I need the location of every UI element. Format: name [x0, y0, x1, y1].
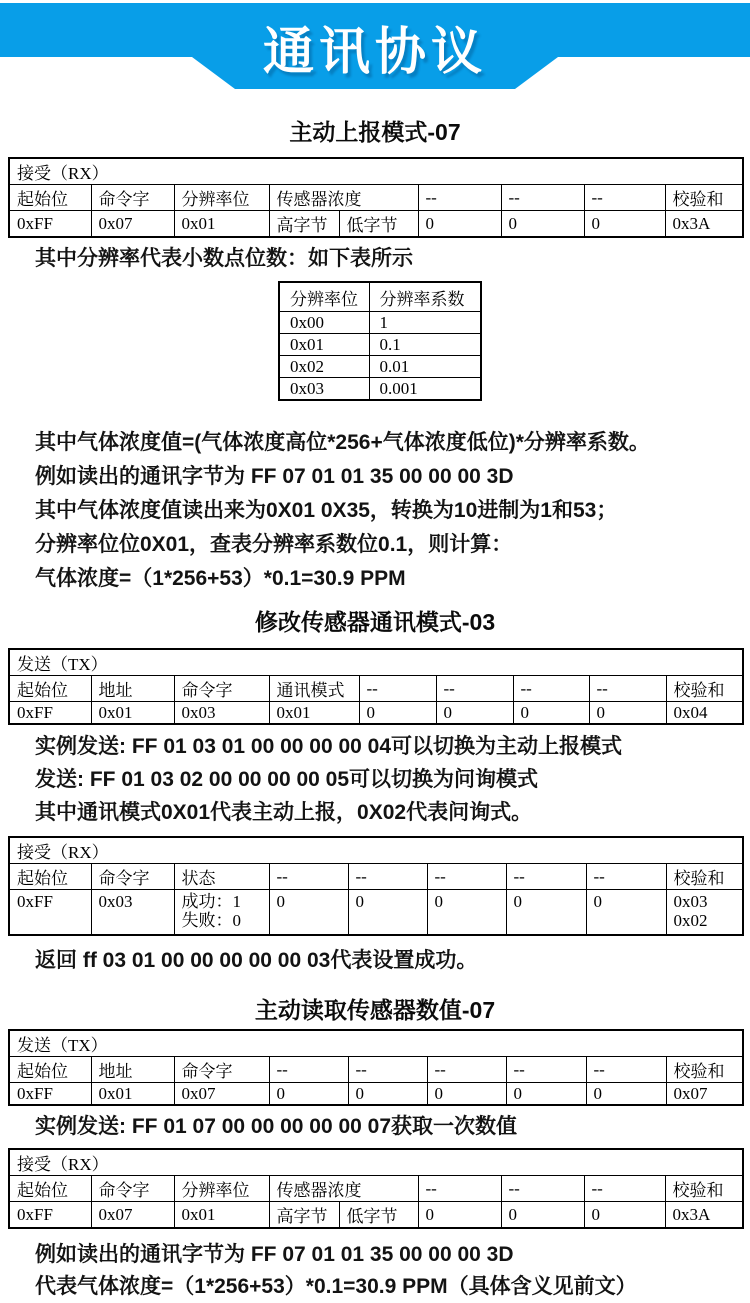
resolution-note: 其中分辨率代表小数点位数：如下表所示 — [35, 247, 413, 270]
table-value-cell: 0 — [348, 890, 427, 936]
table-value-cell: 0x01 — [91, 702, 174, 725]
table-value-cell: 0xFF — [9, 1202, 91, 1229]
table-value-cell: 0x07 — [666, 1083, 743, 1106]
table-header-cell: 分辨率位 — [174, 1176, 269, 1202]
table-value-cell: 0 — [513, 702, 589, 725]
table-value-cell: 0x07 — [174, 1083, 269, 1106]
table-value-cell: 0x07 — [91, 211, 174, 238]
table-value-cell: 0 — [501, 1202, 584, 1229]
table-value-cell: 低字节 — [339, 1202, 418, 1229]
table-caption: 接受（RX） — [9, 837, 743, 864]
send-example-note: 实例发送: FF 01 07 00 00 00 00 00 07获取一次数值 — [35, 1115, 518, 1138]
table-value-cell: 0 — [506, 1083, 586, 1106]
text-line: 实例发送: FF 01 03 01 00 00 00 00 04可以切换为主动上报模式 — [35, 735, 623, 758]
section-title-modify-mode: 修改传感器通讯模式-03 — [254, 609, 496, 635]
table-header-cell: 命令字 — [91, 864, 174, 890]
table-value-cell: 高字节 — [269, 211, 339, 238]
table-header-cell: -- — [513, 676, 589, 702]
text-line: 其中通讯模式0X01代表主动上报，0X02代表问询式。 — [35, 801, 533, 824]
table-header-cell: 地址 — [91, 1057, 174, 1083]
table-header-cell: -- — [269, 864, 348, 890]
table-value-cell: 0x04 — [666, 702, 743, 725]
table-value-cell: 0 — [584, 211, 665, 238]
table-caption: 接受（RX） — [9, 1149, 743, 1176]
concentration-explanation — [0, 426, 750, 596]
table-row — [279, 378, 481, 401]
table-value-cell: 0 — [418, 1202, 501, 1229]
table-header-cell: 起始位 — [9, 1176, 91, 1202]
table-header-cell: -- — [506, 864, 586, 890]
table-value-cell: 0x07 — [91, 1202, 174, 1229]
table-header-cell: 分辨率位 — [174, 185, 269, 211]
table-value-cell: 0 — [427, 1083, 506, 1106]
table-header-cell: 命令字 — [174, 676, 269, 702]
table-header-cell: -- — [586, 1057, 666, 1083]
table-value-cell: 0x01 — [269, 702, 359, 725]
table-row — [279, 356, 481, 378]
table-header-cell: -- — [348, 1057, 427, 1083]
table-header-cell: 校验和 — [666, 864, 743, 890]
text-line: 例如读出的通讯字节为 FF 07 01 01 35 00 00 00 3D — [35, 1243, 514, 1266]
text-line: 例如读出的通讯字节为 FF 07 01 01 35 00 00 00 3D — [35, 465, 514, 488]
table-value-cell: 0x01 — [279, 334, 369, 356]
section-title-report-mode: 主动上报模式-07 — [289, 119, 461, 145]
table-value-cell: 0 — [269, 1083, 348, 1106]
table-header-cell: 校验和 — [666, 676, 743, 702]
table-header-cell: -- — [418, 1176, 501, 1202]
table-value-cell: 0x02 — [279, 356, 369, 378]
table-value-cell: 0 — [436, 702, 513, 725]
table-header-cell: 起始位 — [9, 864, 91, 890]
table-header-cell: 校验和 — [666, 1057, 743, 1083]
tx-table-read-value — [8, 1029, 744, 1106]
text-line: 代表气体浓度=（1*256+53）*0.1=30.9 PPM（具体含义见前文） — [35, 1275, 637, 1298]
table-value-cell: 0 — [586, 890, 666, 936]
table-value-cell: 0.01 — [369, 356, 481, 378]
table-header-cell: 命令字 — [91, 1176, 174, 1202]
table-header-cell: -- — [506, 1057, 586, 1083]
table-value-cell: 0x03 — [279, 378, 369, 401]
text-line: 分辨率位位0X01，查表分辨率系数位0.1，则计算： — [35, 533, 513, 556]
table-header-cell: -- — [436, 676, 513, 702]
table-value-cell: 0x01 — [174, 1202, 269, 1229]
table-caption: 发送（TX） — [9, 1030, 743, 1057]
table-header-cell: 命令字 — [91, 185, 174, 211]
table-header-cell: -- — [418, 185, 501, 211]
table-header-cell: -- — [589, 676, 666, 702]
table-header-cell: -- — [584, 1176, 665, 1202]
text-line: 发送: FF 01 03 02 00 00 00 00 05可以切换为问询模式 — [35, 768, 539, 791]
table-header-cell: 校验和 — [665, 1176, 743, 1202]
table-value-cell: 0 — [348, 1083, 427, 1106]
table-header-cell: -- — [359, 676, 436, 702]
table-header-cell: 起始位 — [9, 185, 91, 211]
text-line: 其中气体浓度值=(气体浓度高位*256+气体浓度低位)*分辨率系数。 — [35, 431, 650, 454]
table-value-cell: 0xFF — [9, 1083, 91, 1106]
text-line: 其中气体浓度值读出来为0X01 0X35，转换为10进制为1和53； — [35, 499, 618, 522]
table-value-cell: 0 — [427, 890, 506, 936]
text-line: 气体浓度=（1*256+53）*0.1=30.9 PPM — [35, 567, 406, 590]
table-header-cell: 命令字 — [174, 1057, 269, 1083]
table-header-cell: 起始位 — [9, 1057, 91, 1083]
table-row — [279, 312, 481, 334]
rx-table-report-mode — [8, 157, 744, 238]
table-caption: 发送（TX） — [9, 649, 743, 676]
table-value-cell: 0 — [501, 211, 584, 238]
table-header-cell: 传感器浓度 — [269, 1176, 418, 1202]
table-value-cell: 高字节 — [269, 1202, 339, 1229]
table-value-cell: 0x3A — [665, 211, 743, 238]
tx-table-modify-mode — [8, 648, 744, 725]
table-row — [279, 334, 481, 356]
status-success: 成功：1 — [181, 892, 241, 911]
checksum-success: 0x03 — [673, 892, 708, 911]
table-value-cell: 0x03 — [174, 702, 269, 725]
table-header-cell: -- — [586, 864, 666, 890]
table-value-cell: 0xFF — [9, 211, 91, 238]
table-value-cell: 0 — [269, 890, 348, 936]
rx-table-read-value — [8, 1148, 744, 1229]
table-header-cell: 传感器浓度 — [269, 185, 418, 211]
table-header-cell: 分辨率位 — [279, 282, 369, 312]
table-header-cell: 地址 — [91, 676, 174, 702]
resolution-factor-table — [278, 281, 482, 401]
page-title: 通讯协议 — [262, 23, 487, 80]
table-header-cell: -- — [427, 864, 506, 890]
table-header-cell: -- — [584, 185, 665, 211]
read-value-notes — [0, 1239, 750, 1303]
checksum-fail: 0x02 — [673, 911, 708, 930]
table-value-cell: 0 — [418, 211, 501, 238]
rx-table-modify-mode — [8, 836, 744, 936]
table-header-cell: 状态 — [174, 864, 269, 890]
table-value-cell: 0x00 — [279, 312, 369, 334]
section-title-read-value: 主动读取传感器数值-07 — [254, 997, 496, 1023]
table-header-cell: 校验和 — [665, 185, 743, 211]
table-header-cell: -- — [501, 1176, 584, 1202]
table-value-cell: 0 — [586, 1083, 666, 1106]
table-value-cell: 0x01 — [174, 211, 269, 238]
table-value-cell: 低字节 — [339, 211, 418, 238]
table-caption: 接受（RX） — [9, 158, 743, 185]
table-header-cell: -- — [501, 185, 584, 211]
modify-mode-notes — [0, 730, 750, 829]
table-value-cell: 0x03 — [91, 890, 174, 936]
table-value-cell: 0 — [359, 702, 436, 725]
table-value-cell: 0xFF — [9, 890, 91, 936]
table-header-cell: 通讯模式 — [269, 676, 359, 702]
table-header-cell: -- — [348, 864, 427, 890]
table-value-cell: 0.001 — [369, 378, 481, 401]
status-fail: 失败：0 — [181, 911, 241, 930]
table-header-cell: -- — [269, 1057, 348, 1083]
table-value-cell: 0 — [589, 702, 666, 725]
table-value-cell: 1 — [369, 312, 481, 334]
table-header-cell: 起始位 — [9, 676, 91, 702]
table-value-cell: 0x3A — [665, 1202, 743, 1229]
table-value-cell: 0 — [506, 890, 586, 936]
table-header-cell: 分辨率系数 — [369, 282, 481, 312]
checksum-cell — [666, 890, 743, 936]
table-value-cell: 0.1 — [369, 334, 481, 356]
status-cell — [174, 890, 269, 936]
table-value-cell: 0xFF — [9, 702, 91, 725]
table-value-cell: 0x01 — [91, 1083, 174, 1106]
return-note: 返回 ff 03 01 00 00 00 00 00 03代表设置成功。 — [35, 949, 478, 972]
table-value-cell: 0 — [584, 1202, 665, 1229]
table-header-cell: -- — [427, 1057, 506, 1083]
